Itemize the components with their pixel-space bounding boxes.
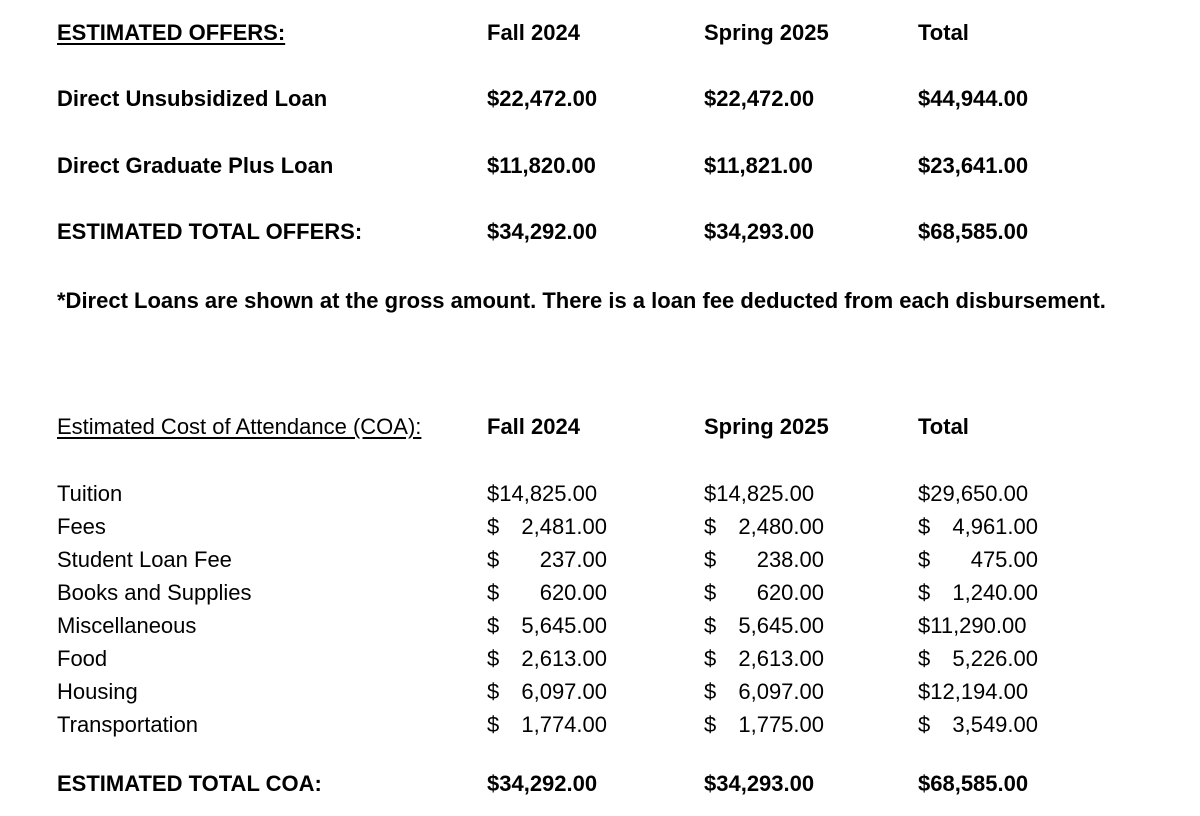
currency-symbol: $ xyxy=(487,646,500,671)
coa-row-total xyxy=(918,646,1038,672)
coa-amount: 4,961.00 xyxy=(952,514,1038,539)
coa-row-total xyxy=(918,580,1038,606)
offer-row-fall: $22,472.00 xyxy=(487,86,598,111)
coa-amount: 620.00 xyxy=(756,580,824,605)
coa-row-total xyxy=(918,712,1038,738)
coa-row-label: Fees xyxy=(57,514,106,539)
coa-amount: 237.00 xyxy=(539,547,607,572)
coa-amount: 238.00 xyxy=(756,547,824,572)
currency-symbol: $ xyxy=(918,646,931,671)
offers-total-label: ESTIMATED TOTAL OFFERS: xyxy=(57,219,363,244)
coa-amount: 2,480.00 xyxy=(738,514,824,539)
coa-row-total xyxy=(918,514,1038,540)
offers-col-fall: Fall 2024 xyxy=(487,20,580,45)
coa-section-title: Estimated Cost of Attendance (COA): xyxy=(57,414,422,439)
coa-row-fall xyxy=(487,712,607,738)
coa-amount: 475.00 xyxy=(970,547,1038,572)
coa-row-spring xyxy=(704,679,824,705)
coa-amount: $29,650.00 xyxy=(918,481,1029,506)
coa-row-spring xyxy=(704,580,824,606)
coa-row-fall xyxy=(487,613,607,639)
offers-col-total: Total xyxy=(918,20,969,45)
offers-total-fall: $34,292.00 xyxy=(487,219,598,244)
offer-row-fall: $11,820.00 xyxy=(487,153,596,178)
currency-symbol: $ xyxy=(704,613,717,638)
coa-total-fall: $34,292.00 xyxy=(487,771,598,796)
coa-amount: 2,613.00 xyxy=(521,646,607,671)
coa-col-fall: Fall 2024 xyxy=(487,414,580,439)
currency-symbol: $ xyxy=(704,547,717,572)
coa-row-fall xyxy=(487,646,607,672)
coa-amount: 5,645.00 xyxy=(521,613,607,638)
offer-row-spring: $11,821.00 xyxy=(704,153,813,178)
currency-symbol: $ xyxy=(918,712,931,737)
offer-row-total: $44,944.00 xyxy=(918,86,1029,111)
coa-amount: 1,240.00 xyxy=(952,580,1038,605)
coa-row-total xyxy=(918,481,1038,507)
coa-row-total xyxy=(918,547,1038,573)
currency-symbol: $ xyxy=(704,514,717,539)
coa-row-label: Miscellaneous xyxy=(57,613,197,638)
coa-row-spring xyxy=(704,613,824,639)
coa-row-label: Books and Supplies xyxy=(57,580,252,605)
coa-amount: 5,645.00 xyxy=(738,613,824,638)
offers-col-spring: Spring 2025 xyxy=(704,20,829,45)
coa-col-total: Total xyxy=(918,414,969,439)
coa-col-spring: Spring 2025 xyxy=(704,414,829,439)
coa-row-label: Tuition xyxy=(57,481,123,506)
coa-row-spring xyxy=(704,514,824,540)
currency-symbol: $ xyxy=(918,547,931,572)
coa-row-label: Food xyxy=(57,646,108,671)
currency-symbol: $ xyxy=(487,580,500,605)
coa-row-spring xyxy=(704,481,824,507)
coa-total-total: $68,585.00 xyxy=(918,771,1029,796)
currency-symbol: $ xyxy=(487,712,500,737)
coa-amount: 2,481.00 xyxy=(521,514,607,539)
coa-amount: 3,549.00 xyxy=(952,712,1038,737)
offer-row-label: Direct Graduate Plus Loan xyxy=(57,153,334,178)
currency-symbol: $ xyxy=(704,679,717,704)
coa-amount: 620.00 xyxy=(539,580,607,605)
coa-total-spring: $34,293.00 xyxy=(704,771,815,796)
coa-row-fall xyxy=(487,514,607,540)
coa-row-total xyxy=(918,679,1038,705)
offers-section-title: ESTIMATED OFFERS: xyxy=(57,20,286,45)
coa-amount: 1,774.00 xyxy=(521,712,607,737)
offer-row-total: $23,641.00 xyxy=(918,153,1029,178)
currency-symbol: $ xyxy=(918,514,931,539)
currency-symbol: $ xyxy=(704,580,717,605)
coa-amount: 6,097.00 xyxy=(738,679,824,704)
offers-total-total: $68,585.00 xyxy=(918,219,1029,244)
loan-fee-note: *Direct Loans are shown at the gross amount. There is a loan fee deducted from each disbursement. xyxy=(57,288,1106,313)
currency-symbol: $ xyxy=(487,514,500,539)
currency-symbol: $ xyxy=(487,613,500,638)
offer-row-spring: $22,472.00 xyxy=(704,86,815,111)
coa-row-label: Transportation xyxy=(57,712,199,737)
coa-amount: $14,825.00 xyxy=(487,481,598,506)
coa-amount: $11,290.00 xyxy=(918,613,1027,638)
coa-row-label: Student Loan Fee xyxy=(57,547,232,572)
coa-row-spring xyxy=(704,712,824,738)
coa-amount: $12,194.00 xyxy=(918,679,1029,704)
coa-amount: 2,613.00 xyxy=(738,646,824,671)
coa-amount: $14,825.00 xyxy=(704,481,815,506)
currency-symbol: $ xyxy=(918,580,931,605)
coa-amount: 5,226.00 xyxy=(952,646,1038,671)
coa-row-spring xyxy=(704,646,824,672)
currency-symbol: $ xyxy=(487,679,500,704)
coa-row-label: Housing xyxy=(57,679,138,704)
coa-amount: 1,775.00 xyxy=(738,712,824,737)
coa-row-total xyxy=(918,613,1038,639)
currency-symbol: $ xyxy=(704,712,717,737)
coa-row-fall xyxy=(487,481,607,507)
coa-row-spring xyxy=(704,547,824,573)
offer-row-label: Direct Unsubsidized Loan xyxy=(57,86,328,111)
currency-symbol: $ xyxy=(487,547,500,572)
coa-row-fall xyxy=(487,547,607,573)
coa-row-fall xyxy=(487,679,607,705)
coa-amount: 6,097.00 xyxy=(521,679,607,704)
offers-total-spring: $34,293.00 xyxy=(704,219,815,244)
coa-total-label: ESTIMATED TOTAL COA: xyxy=(57,771,322,796)
currency-symbol: $ xyxy=(704,646,717,671)
coa-row-fall xyxy=(487,580,607,606)
